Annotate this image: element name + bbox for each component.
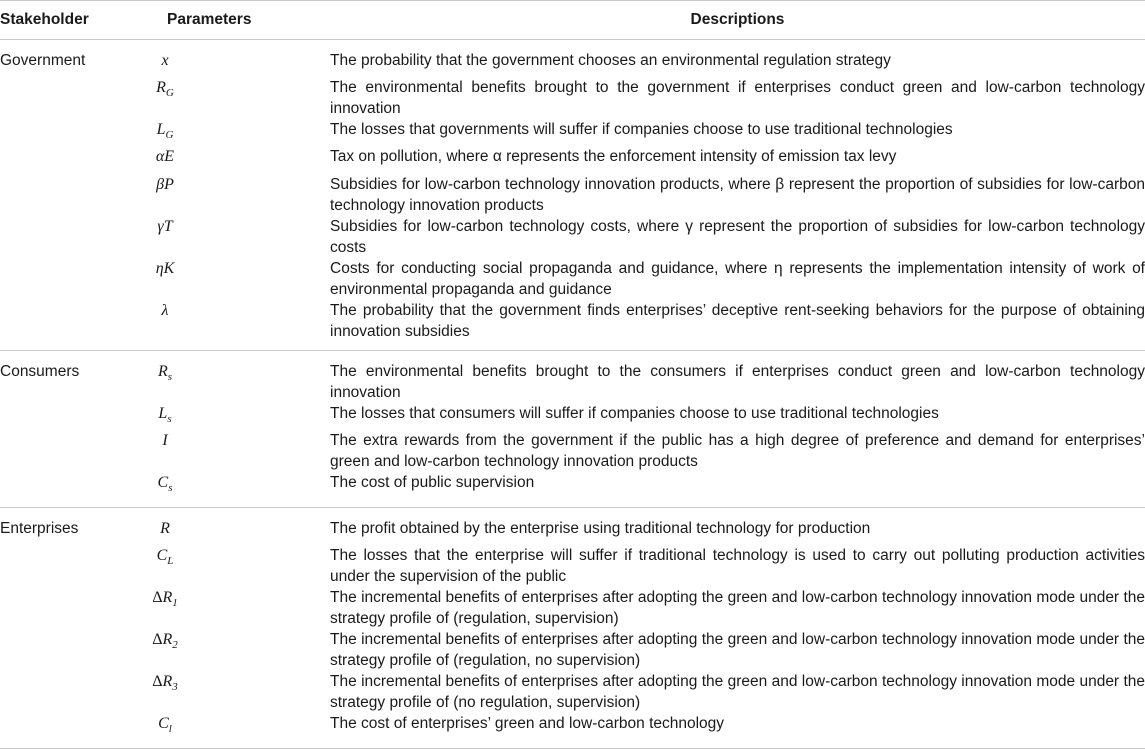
header-parameters: Parameters bbox=[120, 1, 330, 40]
parameter-symbol bbox=[120, 472, 330, 508]
parameter-description: The cost of enterprises’ green and low-carbon technology bbox=[330, 715, 725, 733]
stakeholder-cell bbox=[0, 174, 120, 216]
stakeholder-cell bbox=[0, 119, 120, 146]
parameter-symbol bbox=[120, 216, 330, 258]
parameter-symbol bbox=[120, 119, 330, 146]
stakeholder-cell bbox=[0, 472, 120, 508]
stakeholder-cell bbox=[0, 587, 120, 629]
parameter-description: The probability that the government finds enterprises’ deceptive rent-seeking behaviors for the purpose of obtaining innovation subsidies bbox=[330, 301, 1145, 340]
symbol-main: R bbox=[162, 631, 173, 649]
parameter-symbol bbox=[120, 430, 330, 472]
symbol-main: γT bbox=[157, 217, 173, 235]
parameter-symbol bbox=[120, 629, 330, 671]
table-row bbox=[0, 77, 1145, 119]
header-row bbox=[0, 1, 1145, 40]
symbol-subscript: s bbox=[167, 370, 173, 383]
symbol-subscript: 3 bbox=[172, 681, 178, 694]
stakeholder-cell bbox=[0, 430, 120, 472]
parameter-description: Subsidies for low-carbon technology costs, where γ represent the proportion of subsidies for low-carbon technology costs bbox=[330, 217, 1145, 256]
parameter-symbol bbox=[120, 300, 330, 351]
stakeholder-cell bbox=[0, 216, 120, 258]
parameter-symbol bbox=[120, 174, 330, 216]
table-row bbox=[0, 430, 1145, 472]
parameter-symbol bbox=[120, 403, 330, 430]
symbol-subscript: 1 bbox=[172, 597, 178, 610]
table-row bbox=[0, 629, 1145, 671]
stakeholder-cell bbox=[0, 545, 120, 587]
symbol-main: λ bbox=[161, 301, 169, 319]
parameter-description: The losses that the enterprise will suffer if traditional technology is used to carry out polluting production activities under the supervision of the public bbox=[330, 547, 1145, 586]
table-row bbox=[0, 119, 1145, 146]
parameter-symbol bbox=[120, 671, 330, 713]
stakeholder-cell: Consumers bbox=[0, 362, 80, 380]
parameter-symbol bbox=[120, 587, 330, 629]
parameter-description: Subsidies for low-carbon technology innovation products, where β represent the proportion of subsidies for low-carbon technology innovation products bbox=[330, 175, 1145, 214]
table-row bbox=[0, 258, 1145, 300]
stakeholder-cell bbox=[0, 713, 120, 749]
symbol-subscript: s bbox=[168, 481, 173, 494]
symbol-main: L bbox=[158, 404, 168, 422]
symbol-prefix: Δ bbox=[152, 631, 163, 649]
header-descriptions: Descriptions bbox=[330, 1, 1145, 40]
parameter-description: The losses that consumers will suffer if companies choose to use traditional technologies bbox=[330, 404, 939, 422]
parameter-symbol bbox=[120, 146, 330, 173]
parameter-description: The extra rewards from the government if the public has a high degree of preference and demand for enterprises’ green and low-carbon technology innovation products bbox=[330, 431, 1145, 470]
stakeholder-cell bbox=[0, 258, 120, 300]
table-row bbox=[0, 174, 1145, 216]
symbol-subscript: 2 bbox=[172, 639, 178, 652]
symbol-subscript: G bbox=[165, 87, 174, 100]
table-row bbox=[0, 713, 1145, 749]
parameter-description: The environmental benefits brought to the consumers if enterprises conduct green and low-carbon technology innovation bbox=[330, 362, 1145, 401]
symbol-main: R bbox=[156, 79, 166, 97]
symbol-main: R bbox=[162, 589, 173, 607]
symbol-subscript: s bbox=[167, 412, 172, 425]
stakeholder-cell bbox=[0, 300, 120, 351]
stakeholder-cell bbox=[0, 671, 120, 713]
parameter-symbol bbox=[120, 713, 330, 749]
parameter-description: Costs for conducting social propaganda and guidance, where η represents the implementation intensity of work of environmental propaganda and guidance bbox=[330, 259, 1145, 298]
symbol-main: C bbox=[157, 473, 169, 491]
stakeholder-cell bbox=[0, 77, 120, 119]
parameter-description: The profit obtained by the enterprise using traditional technology for production bbox=[330, 519, 871, 537]
symbol-prefix: Δ bbox=[152, 673, 163, 691]
parameter-description: The incremental benefits of enterprises after adopting the green and low-carbon technology innovation mode under the strategy profile of (regulation, supervision) bbox=[330, 589, 1145, 628]
parameter-description: The incremental benefits of enterprises after adopting the green and low-carbon technology innovation mode under the strategy profile of (no regulation, supervision) bbox=[330, 673, 1145, 712]
table-row bbox=[0, 507, 1145, 545]
symbol-subscript: L bbox=[167, 555, 174, 568]
parameter-symbol bbox=[120, 350, 330, 403]
parameter-description: The losses that governments will suffer if companies choose to use traditional technologies bbox=[330, 121, 953, 139]
symbol-subscript: l bbox=[168, 723, 172, 736]
parameter-description: The cost of public supervision bbox=[330, 473, 535, 491]
stakeholder-cell bbox=[0, 403, 120, 430]
symbol-main: x bbox=[161, 52, 169, 69]
header-stakeholder: Stakeholder bbox=[0, 1, 120, 40]
parameter-symbol bbox=[120, 40, 330, 78]
parameter-symbol bbox=[120, 77, 330, 119]
parameter-symbol bbox=[120, 258, 330, 300]
symbol-main: R bbox=[157, 362, 168, 380]
parameter-description: Tax on pollution, where α represents the enforcement intensity of emission tax levy bbox=[330, 148, 897, 166]
symbol-subscript: G bbox=[165, 129, 174, 142]
parameter-symbol bbox=[120, 507, 330, 545]
symbol-main: αE bbox=[155, 148, 175, 166]
table-row bbox=[0, 216, 1145, 258]
symbol-main: R bbox=[160, 519, 170, 537]
symbol-main: ηK bbox=[155, 259, 175, 277]
stakeholder-cell: Enterprises bbox=[0, 519, 79, 537]
table-row bbox=[0, 403, 1145, 430]
symbol-main: L bbox=[156, 121, 166, 139]
table-row bbox=[0, 146, 1145, 173]
symbol-main: C bbox=[158, 715, 169, 733]
table-row bbox=[0, 472, 1145, 508]
symbol-main: βP bbox=[156, 175, 174, 193]
stakeholder-cell bbox=[0, 146, 120, 173]
table-row bbox=[0, 587, 1145, 629]
symbol-main: R bbox=[162, 673, 173, 691]
table-row bbox=[0, 350, 1145, 403]
symbol-prefix: Δ bbox=[152, 589, 163, 607]
parameter-description: The environmental benefits brought to the government if enterprises conduct green and low-carbon technology innovation bbox=[330, 79, 1145, 118]
parameter-description: The incremental benefits of enterprises after adopting the green and low-carbon technology innovation mode under the strategy profile of (regulation, no supervision) bbox=[330, 631, 1145, 670]
symbol-main: I bbox=[162, 431, 168, 449]
table-body bbox=[0, 40, 1145, 749]
parameter-symbol bbox=[120, 545, 330, 587]
stakeholder-cell: Government bbox=[0, 52, 86, 69]
table-row bbox=[0, 40, 1145, 78]
table-row bbox=[0, 671, 1145, 713]
table-row bbox=[0, 545, 1145, 587]
symbol-main: C bbox=[156, 547, 168, 565]
parameter-description: The probability that the government chooses an environmental regulation strategy bbox=[330, 52, 891, 69]
stakeholder-cell bbox=[0, 629, 120, 671]
table-row bbox=[0, 300, 1145, 351]
